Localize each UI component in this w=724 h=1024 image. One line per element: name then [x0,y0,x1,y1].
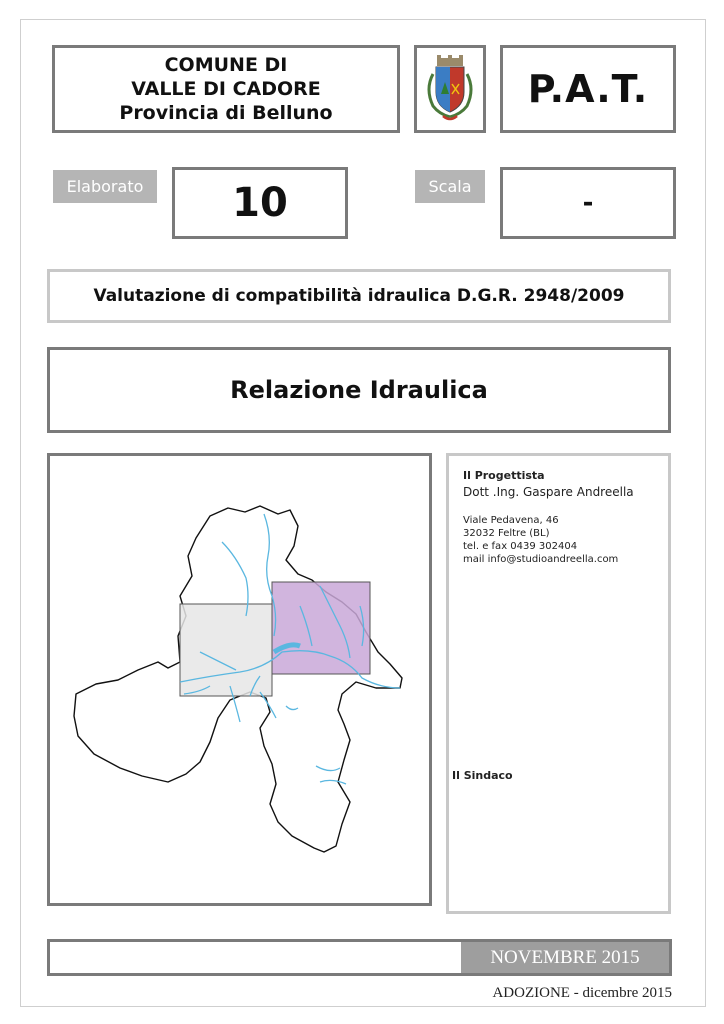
territory-map-drawing [50,456,429,903]
comune-line2: VALLE DI CADORE [131,78,321,100]
progettista-city: 32032 Feltre (BL) [463,528,550,539]
territory-map [47,453,432,906]
elaborato-number-box [172,167,348,239]
progettista-address: Viale Pedavena, 46 [463,515,559,526]
adozione-text: ADOZIONE - dicembre 2015 [492,985,672,1001]
footer-date: NOVEMBRE 2015 [461,942,669,973]
document-title: Relazione Idraulica [230,376,488,404]
highlight-area-purple [272,582,370,674]
sindaco-role: Il Sindaco [452,769,513,782]
scala-label: Scala [415,170,485,203]
highlight-area-gray [180,604,272,696]
scala-value-box [500,167,676,239]
comune-line3: Provincia di Belluno [119,102,333,124]
plan-code-box [500,45,676,133]
progettista-phone: tel. e fax 0439 302404 [463,541,578,552]
coat-of-arms-icon [419,54,481,124]
comune-box [52,45,400,133]
progettista-name: Dott .Ing. Gaspare Andreella [463,485,634,499]
comune-line1: COMUNE DI [164,54,288,76]
coat-of-arms-box [414,45,486,133]
footer-bar [47,939,672,976]
elaborato-label: Elaborato [53,170,157,203]
scala-value: - [582,188,594,218]
progettista-email: mail info@studioandreella.com [463,554,619,565]
document-title-box [47,347,671,433]
credits-panel [446,453,671,914]
subject-text: Valutazione di compatibilità idraulica D.G.R. 2948/2009 [93,286,625,306]
progettista-role: Il Progettista [463,469,545,482]
elaborato-number: 10 [232,180,288,226]
plan-code: P.A.T. [527,67,649,111]
subject-box [47,269,671,323]
